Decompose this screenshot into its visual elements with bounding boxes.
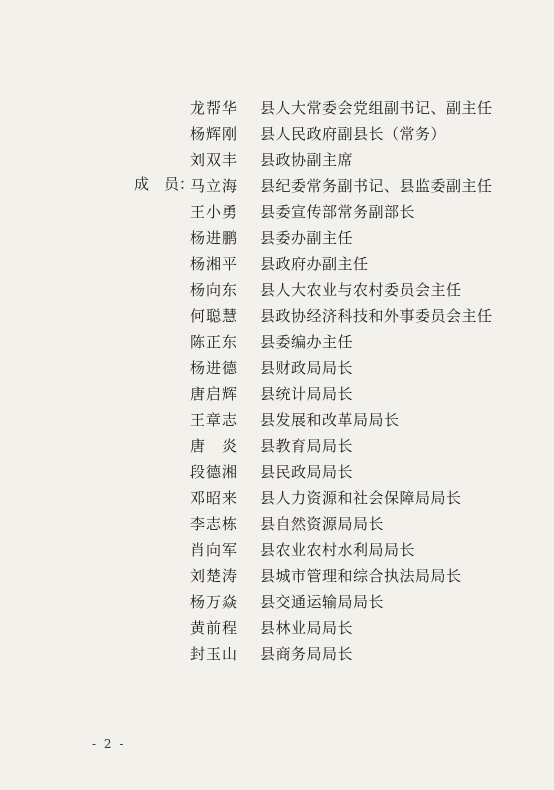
member-row xyxy=(190,172,493,198)
member-name: 陈正东 xyxy=(190,332,239,351)
member-title: 县林业局局长 xyxy=(260,618,354,637)
member-row xyxy=(190,94,493,120)
member-title: 县纪委常务副书记、县监委副主任 xyxy=(260,176,493,195)
member-title: 县人大农业与农村委员会主任 xyxy=(260,280,462,299)
member-title: 县委宣传部常务副部长 xyxy=(260,202,416,221)
member-row xyxy=(190,328,493,354)
member-name: 杨向东 xyxy=(190,280,239,299)
member-row xyxy=(190,406,493,432)
member-row xyxy=(190,510,493,536)
member-title: 县人力资源和社会保障局局长 xyxy=(260,488,462,507)
member-row xyxy=(190,250,493,276)
page-number: - 2 - xyxy=(92,737,126,751)
member-name: 刘双丰 xyxy=(190,150,239,169)
member-name: 李志栋 xyxy=(190,514,239,533)
member-row xyxy=(190,198,493,224)
member-row xyxy=(190,276,493,302)
member-title: 县政协经济科技和外事委员会主任 xyxy=(260,306,493,325)
member-title: 县交通运输局局长 xyxy=(260,592,385,611)
member-row xyxy=(190,640,493,666)
member-row xyxy=(190,432,493,458)
member-list xyxy=(190,94,493,666)
member-title: 县政府办副主任 xyxy=(260,254,369,273)
member-title: 县统计局局长 xyxy=(260,384,354,403)
member-name: 龙帮华 xyxy=(190,98,239,117)
member-name: 何聪慧 xyxy=(190,306,239,325)
member-name: 杨进德 xyxy=(190,358,239,377)
member-name: 肖向军 xyxy=(190,540,239,559)
member-title: 县教育局局长 xyxy=(260,436,354,455)
member-title: 县农业农村水利局局长 xyxy=(260,540,416,559)
member-row xyxy=(190,224,493,250)
member-name: 杨湘平 xyxy=(190,254,239,273)
member-title: 县委办副主任 xyxy=(260,228,354,247)
member-name: 王小勇 xyxy=(190,202,239,221)
member-row xyxy=(190,484,493,510)
member-title: 县委编办主任 xyxy=(260,332,354,351)
member-title: 县商务局局长 xyxy=(260,644,354,663)
member-title: 县人大常委会党组副书记、副主任 xyxy=(260,98,493,117)
member-row xyxy=(190,120,493,146)
member-title: 县财政局局长 xyxy=(260,358,354,377)
member-name: 刘楚涛 xyxy=(190,566,239,585)
member-title: 县人民政府副县长（常务） xyxy=(260,124,447,143)
member-row xyxy=(190,458,493,484)
member-name: 唐 炎 xyxy=(190,436,239,455)
member-name: 杨辉刚 xyxy=(190,124,239,143)
members-label: 成 员： xyxy=(134,175,195,193)
member-row xyxy=(190,302,493,328)
member-name: 杨万焱 xyxy=(190,592,239,611)
member-title: 县政协副主席 xyxy=(260,150,354,169)
member-title: 县发展和改革局局长 xyxy=(260,410,400,429)
member-row xyxy=(190,588,493,614)
member-name: 唐启辉 xyxy=(190,384,239,403)
member-row xyxy=(190,380,493,406)
member-name: 封玉山 xyxy=(190,644,239,663)
member-title: 县城市管理和综合执法局局长 xyxy=(260,566,462,585)
member-name: 王章志 xyxy=(190,410,239,429)
member-name: 段德湘 xyxy=(190,462,239,481)
member-name: 杨进鹏 xyxy=(190,228,239,247)
member-row xyxy=(190,354,493,380)
member-row xyxy=(190,536,493,562)
member-name: 马立海 xyxy=(190,176,239,195)
member-row xyxy=(190,614,493,640)
member-name: 黄前程 xyxy=(190,618,239,637)
member-name: 邓昭来 xyxy=(190,488,239,507)
member-row xyxy=(190,146,493,172)
member-title: 县民政局局长 xyxy=(260,462,354,481)
member-title: 县自然资源局局长 xyxy=(260,514,385,533)
member-row xyxy=(190,562,493,588)
